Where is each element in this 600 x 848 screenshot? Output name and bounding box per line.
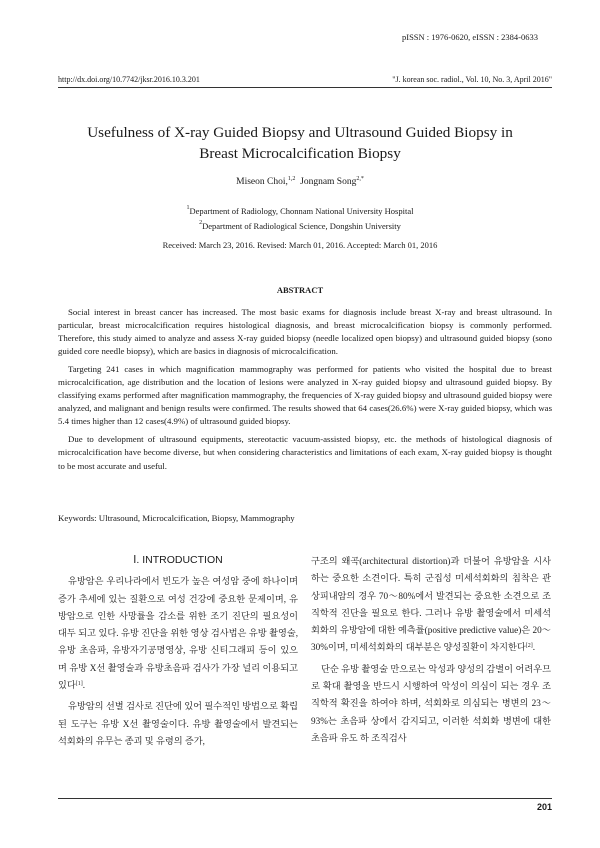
affil-2-text: Department of Radiological Science, Dongshin University: [202, 221, 401, 231]
affil-1-text: Department of Radiology, Chonnam National University Hospital: [189, 206, 414, 216]
abstract-paragraph-3: Due to development of ultrasound equipments, stereotactic vacuum-assisted biopsy, etc. the methods of histological diagnosis of microcalcification have become diverse, but when considering characteristics and limitations of each exam, X-ray guided biopsy is thought to be most accurate and useful.: [58, 434, 552, 471]
page-number: 201: [536, 802, 552, 812]
footer-divider: [58, 798, 552, 799]
author-1: Miseon Choi,: [236, 177, 288, 187]
intro-p2-cont-text: 구조의 왜곡(architectural distortion)과 더불어 유방암을 시사하는 중요한 소견이다. 특히 군집성 미세석회화의 침착은 관상피내암의 경우 70～80%에서 발견되는 중요한 소견으로 조직학적 진단을 필요로 한다. 그러나 유방 촬영술에서 미세석회화의 유방암에 대한 예측률(positive predictive value)은 20～30%이며, 미세석회화의 대부분은 양성질환이 차지한다: [311, 556, 551, 653]
header-divider: [58, 87, 552, 88]
title-line-2: Breast Microcalcification Biopsy: [199, 145, 401, 162]
affil-1-num: 1: [186, 205, 190, 211]
abstract-body: [58, 306, 552, 478]
body-right-column: [311, 553, 551, 751]
author-2: Jongnam Song: [300, 177, 357, 187]
intro-p1-text: 유방암은 우리나라에서 빈도가 높은 여성암 중에 하나이며 증가 추세에 있는 질환으로 여성 건강에 중요한 문제이며, 유방암으로 인한 사망률을 감소를 위한 조기 진단의 필요성이 대두 되고 있다. 유방 진단을 위한 영상 검사법은 유방 촬영술, 유방 초음파, 유방자기공명영상, 유방 신티그래피 등이 있으며 유방 X선 촬영술과 유방초음파 검사가 가장 널리 이용되고 있다: [58, 576, 298, 691]
author-2-affil: 2,*: [356, 176, 364, 182]
issn-line: pISSN : 1976-0620, eISSN : 2384-0633: [401, 32, 538, 42]
abstract-paragraph-2: Targeting 241 cases in which magnification mammography was performed for patients who visited the hospital due to breast microcalcification, age distribution and the location of lesions were analyzed in X-ray guided biopsy and ultrasound guided biopsy. By classifying exams performed after magnification mammography, the frequencies of X-ray guided biopsy and ultrasound guided biopsy were analyzed, and malignant and benign results were confirmed. The results showed that 64 cases(26.6%) were X-ray guided biopsy, which was 5.4 times higher than 12 cases(4.9%) of ultrasound guided biopsy.: [58, 364, 552, 427]
intro-p1-end: .: [82, 680, 86, 691]
intro-paragraph-2: 유방암의 선별 검사로 진단에 있어 필수적인 방법으로 확립된 도구는 유방 X선 촬영술이다. 유방 촬영술에서 발견되는 석회화의 유무는 종괴 및 유령의 증가,: [58, 701, 298, 746]
title-line-1: Usefulness of X-ray Guided Biopsy and Ultrasound Guided Biopsy in: [87, 124, 513, 141]
affil-2-num: 2: [199, 220, 203, 226]
citation-ref-1[interactable]: [1]: [75, 681, 83, 688]
abstract-paragraph-1: Social interest in breast cancer has increased. The most basic exams for diagnosis include breast X-ray and breast ultrasound. In particular, breast microcalcification requires histological diagnosis, and breast microcalcification biopsy is commonly performed. Therefore, this study aimed to analyze and assess X-ray guided biopsy (needle localized open biopsy) and ultrasound guided biopsy (sono guided core needle biopsy), which are basics in diagnosis of microcalcification.: [58, 307, 552, 357]
paper-title: [50, 122, 550, 164]
intro-paragraph-2-continued: [311, 553, 551, 657]
keywords: Keywords: Ultrasound, Microcalcification, Biopsy, Mammography: [58, 513, 295, 523]
abstract-heading: ABSTRACT: [276, 285, 324, 295]
section-heading-introduction: Ⅰ. INTRODUCTION: [133, 554, 223, 566]
doi-link[interactable]: http://dx.doi.org/10.7742/jksr.2016.10.3.201: [58, 75, 200, 84]
citation-ref-2[interactable]: [2]: [525, 643, 533, 650]
intro-paragraph-1: [58, 573, 298, 694]
received-dates: Received: March 23, 2016. Revised: March 01, 2016. Accepted: March 01, 2016: [162, 240, 438, 250]
author-1-affil: 1,2: [287, 176, 296, 182]
body-left-column: [58, 552, 298, 754]
journal-citation: "J. korean soc. radiol., Vol. 10, No. 3, April 2016": [392, 75, 552, 84]
intro-p2-end: .: [532, 642, 535, 653]
affiliation-1: [0, 206, 600, 216]
author-list: [0, 177, 600, 187]
affiliation-2: [0, 221, 600, 231]
intro-paragraph-3: 단순 유방 촬영술 만으로는 악성과 양성의 감별이 어려우므로 확대 촬영을 반드시 시행하여 악성이 의심이 되는 경우 조직학적 확진을 하여야 하며, 석회화로 의심되는 병변의 23～93%는 초음파 상에서 감지되고, 이러한 석회화 병변에 대한 초음파 유도 하 조직검사: [311, 663, 551, 743]
